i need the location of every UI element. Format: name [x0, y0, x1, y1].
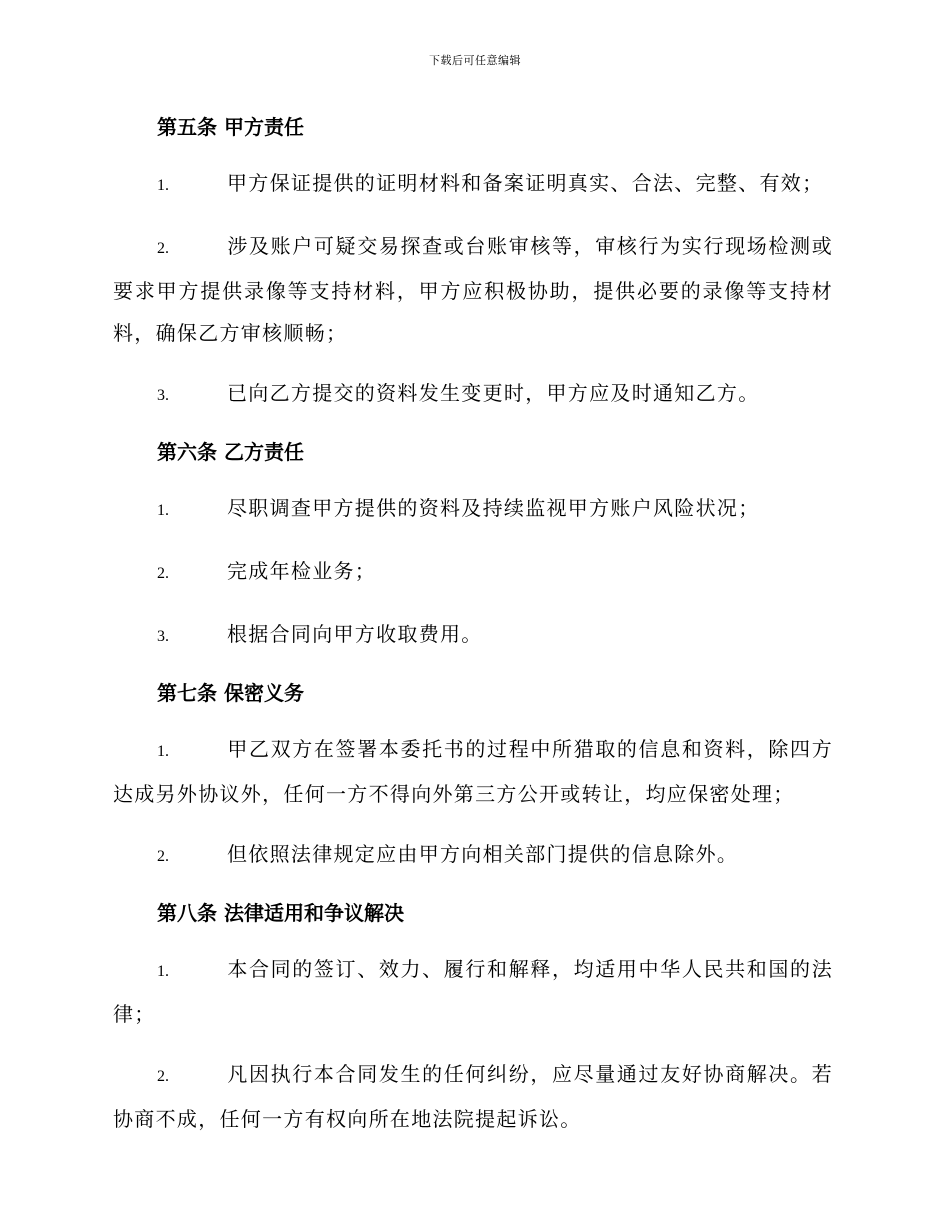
page-header-note: 下载后可任意编辑: [429, 54, 521, 67]
section-article-8: [113, 896, 833, 1140]
clause-number: 2.: [157, 848, 169, 865]
section-article-5: [113, 110, 833, 417]
section-title: 第七条 保密义务: [157, 681, 304, 705]
clause-text: 完成年检业务；: [227, 559, 377, 583]
clause-text: 但依照法律规定应由甲方向相关部门提供的信息除外。: [227, 842, 739, 866]
clause-item: [113, 1053, 833, 1140]
clause-number: 1.: [157, 502, 169, 519]
clause-number: 1.: [157, 177, 169, 194]
clause-number: 1.: [157, 743, 169, 760]
clause-text: 本合同的签订、效力、履行和解释，均适用中华人民共和国的法律；: [113, 957, 833, 1026]
clause-item: [113, 833, 833, 878]
section-title: 第八条 法律适用和争议解决: [157, 901, 404, 925]
clause-text: 涉及账户可疑交易探查或台账审核等，审核行为实行现场检测或要求甲方提供录像等支持材料，甲方应积极协助，提供必要的录像等支持材料，确保乙方审核顺畅；: [113, 234, 833, 345]
section-title: 第五条 甲方责任: [157, 115, 304, 139]
clause-text: 尽职调查甲方提供的资料及持续监视甲方账户风险状况；: [227, 496, 760, 520]
clause-item: [113, 162, 833, 207]
clause-number: 2.: [157, 1068, 169, 1085]
clause-item: [113, 372, 833, 417]
clause-text: 凡因执行本合同发生的任何纠纷，应尽量通过友好协商解决。若协商不成，任何一方有权向所在地法院提起诉讼。: [113, 1062, 833, 1131]
clause-item: [113, 613, 833, 658]
clause-text: 根据合同向甲方收取费用。: [227, 622, 483, 646]
clause-item: [113, 487, 833, 532]
clause-item: [113, 948, 833, 1035]
clause-number: 3.: [157, 387, 169, 404]
clause-item: [113, 225, 833, 354]
clause-number: 1.: [157, 963, 169, 980]
clause-number: 3.: [157, 628, 169, 645]
section-title: 第六条 乙方责任: [157, 440, 304, 464]
section-article-7: [113, 676, 833, 878]
clause-text: 已向乙方提交的资料发生变更时，甲方应及时通知乙方。: [227, 381, 760, 405]
clause-number: 2.: [157, 565, 169, 582]
section-article-6: [113, 435, 833, 658]
clause-text: 甲方保证提供的证明材料和备案证明真实、合法、完整、有效；: [227, 171, 824, 195]
clause-number: 2.: [157, 240, 169, 257]
document-body: [113, 110, 833, 1158]
clause-item: [113, 550, 833, 595]
clause-text: 甲乙双方在签署本委托书的过程中所猎取的信息和资料，除四方达成另外协议外，任何一方不得向外第三方公开或转让，均应保密处理；: [113, 737, 833, 806]
clause-item: [113, 728, 833, 815]
